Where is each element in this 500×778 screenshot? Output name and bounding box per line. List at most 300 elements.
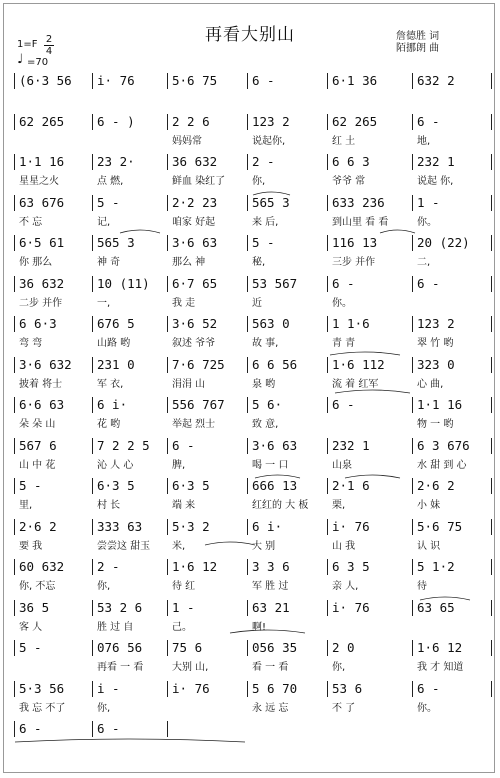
score-system	[0, 273, 500, 313]
measure-lyrics: 近	[252, 297, 262, 309]
time-signature-bottom: 4	[45, 46, 53, 57]
barline	[167, 559, 168, 575]
measure-notes: 6 -	[417, 680, 440, 696]
measure-notes: 2·6 2	[19, 518, 57, 534]
barline	[92, 154, 93, 170]
measure-lyrics: 你。	[417, 702, 437, 714]
barline	[92, 195, 93, 211]
barline	[412, 235, 413, 251]
measure-lyrics: 咱家 好起	[172, 216, 216, 228]
measure-lyrics: 山 我	[332, 540, 356, 552]
measure-notes: 6 i·	[252, 518, 283, 534]
key-signature: 1=F	[17, 39, 38, 50]
barline	[491, 519, 492, 535]
measure-lyrics: 秘,	[252, 257, 266, 268]
barline	[92, 478, 93, 494]
measure-lyrics: 客 人	[19, 621, 43, 633]
barline	[167, 276, 168, 292]
measure-notes: 6 3 5	[332, 559, 370, 574]
measure-notes: 6 -	[417, 275, 440, 291]
barline	[247, 397, 248, 413]
barline	[327, 559, 328, 575]
measure-notes: 63 65	[417, 599, 455, 615]
measure-notes: 5 -	[97, 194, 120, 210]
barline	[327, 397, 328, 413]
measure-lyrics: 朵 朵 山	[19, 419, 56, 430]
measure-notes: 5 -	[19, 640, 42, 655]
barline	[167, 478, 168, 494]
measure-lyrics: 三步 并作	[332, 257, 376, 268]
barline	[491, 114, 492, 130]
song-title: 再看大别山	[205, 25, 295, 45]
measure-lyrics: 来 后,	[252, 216, 279, 228]
measure-lyrics: 你,	[97, 581, 111, 592]
measure-lyrics: 认 识	[417, 540, 441, 552]
barline	[491, 316, 492, 332]
barline	[92, 235, 93, 251]
measure-notes: 5 -	[252, 235, 275, 250]
barline	[14, 681, 15, 697]
barline	[327, 114, 328, 130]
measure-lyrics: 妈妈常	[172, 135, 202, 147]
barline	[14, 73, 15, 89]
barline	[412, 276, 413, 292]
measure-notes: 6 -	[332, 397, 355, 412]
measure-notes: 6 -	[417, 113, 440, 129]
barline	[247, 276, 248, 292]
measure-notes: 5·3 56	[19, 680, 65, 696]
measure-lyrics: 举起 烈士	[172, 419, 216, 430]
score-system	[0, 232, 500, 272]
measure-notes: 5 1·2	[417, 559, 455, 574]
barline	[14, 600, 15, 616]
measure-lyrics: 披着 将士	[19, 378, 63, 390]
measure-notes: 565 3	[97, 235, 135, 250]
barline	[92, 397, 93, 413]
barline	[167, 154, 168, 170]
measure-notes: 1·6 12	[172, 559, 218, 574]
barline	[92, 316, 93, 332]
barline	[247, 357, 248, 373]
barline	[167, 721, 168, 737]
barline	[247, 73, 248, 89]
barline	[327, 73, 328, 89]
barline	[92, 559, 93, 575]
measure-lyrics: 地,	[417, 135, 431, 147]
barline	[14, 640, 15, 656]
measure-notes: 2 2 6	[172, 113, 210, 129]
barline	[92, 357, 93, 373]
barline	[412, 438, 413, 454]
measure-notes: 5 6·	[252, 397, 283, 412]
measure-notes: 20 (22)	[417, 235, 470, 250]
measure-lyrics: 军 衣,	[97, 378, 124, 390]
measure-lyrics: 点 燃,	[97, 176, 124, 187]
barline	[247, 681, 248, 697]
score-system	[0, 637, 500, 677]
measure-notes: i· 76	[332, 599, 370, 615]
barline	[14, 478, 15, 494]
measure-lyrics: 我 才 知道	[417, 662, 464, 673]
measure-lyrics: 大别 山,	[172, 662, 209, 673]
score-system	[0, 354, 500, 394]
barline	[247, 519, 248, 535]
barline	[14, 357, 15, 373]
measure-notes: 63 676	[19, 194, 65, 210]
barline	[491, 154, 492, 170]
measure-lyrics: 记,	[97, 216, 111, 228]
barline	[14, 559, 15, 575]
measure-notes: 232 1	[417, 154, 455, 169]
measure-notes: 6 6 3	[332, 154, 370, 169]
barline	[247, 559, 248, 575]
measure-lyrics: 你,	[97, 702, 111, 714]
measure-lyrics: 你 那么	[19, 257, 53, 268]
measure-notes: 563 0	[252, 316, 290, 331]
barline	[247, 438, 248, 454]
barline	[167, 438, 168, 454]
composer-credit: 陌挪朗 曲	[396, 43, 440, 54]
barline	[167, 73, 168, 89]
measure-notes: 1 -	[172, 599, 195, 615]
measure-notes: 6·3 5	[172, 478, 210, 493]
barline	[412, 559, 413, 575]
barline	[167, 316, 168, 332]
measure-notes: 2 -	[97, 559, 120, 574]
measure-notes: 556 767	[172, 397, 225, 412]
measure-notes: 5·6 75	[172, 73, 218, 88]
measure-notes: 53 2 6	[97, 599, 143, 615]
measure-lyrics: 弯 弯	[19, 338, 43, 349]
measure-notes: 53 567	[252, 275, 298, 291]
measure-lyrics: 鲜血 染红了	[172, 176, 226, 187]
barline	[327, 357, 328, 373]
measure-lyrics: 二,	[417, 257, 431, 268]
measure-notes: 2·1 6	[332, 478, 370, 493]
barline	[92, 600, 93, 616]
measure-notes: 6·5 61	[19, 235, 65, 250]
measure-notes: i -	[97, 680, 120, 696]
measure-notes: 36 632	[172, 154, 218, 169]
barline	[247, 316, 248, 332]
measure-notes: 231 0	[97, 356, 135, 372]
measure-notes: 7·6 725	[172, 356, 225, 372]
measure-lyrics: 水 甜 到 心	[417, 459, 467, 471]
barline	[14, 154, 15, 170]
measure-notes: 633 236	[332, 194, 385, 210]
measure-lyrics: 山泉	[332, 459, 352, 471]
measure-lyrics: 你,	[252, 176, 266, 187]
measure-notes: 7 2 2 5	[97, 437, 150, 453]
barline	[491, 235, 492, 251]
barline	[167, 195, 168, 211]
measure-lyrics: 翠 竹 哟	[417, 338, 454, 349]
measure-notes: 6·3 5	[97, 478, 135, 493]
barline	[14, 397, 15, 413]
measure-notes: 333 63	[97, 518, 143, 534]
measure-notes: 567 6	[19, 437, 57, 453]
barline	[327, 478, 328, 494]
measure-notes: 666 13	[252, 478, 298, 493]
barline	[491, 559, 492, 575]
tempo-marking: =70	[27, 57, 49, 68]
measure-lyrics: 泉 哟	[252, 378, 276, 390]
barline	[247, 235, 248, 251]
barline	[247, 600, 248, 616]
barline	[412, 73, 413, 89]
barline	[247, 640, 248, 656]
measure-notes: 6 -	[332, 275, 355, 291]
measure-notes: i· 76	[172, 680, 210, 696]
score-system	[0, 70, 500, 110]
measure-lyrics: 山路 哟	[97, 338, 131, 349]
measure-lyrics: 里,	[19, 500, 33, 511]
measure-lyrics: 花 哟	[97, 419, 121, 430]
measure-lyrics: 到山里 看 看	[332, 216, 389, 228]
barline	[92, 640, 93, 656]
barline	[167, 519, 168, 535]
measure-notes: 6·1 36	[332, 73, 378, 88]
measure-notes: 1·6 12	[417, 640, 463, 655]
measure-lyrics: 待 红	[172, 581, 196, 592]
measure-notes: 6 -	[252, 73, 275, 88]
measure-lyrics: 说起 你,	[417, 176, 454, 187]
measure-notes: 6 -	[19, 721, 42, 736]
barline	[92, 73, 93, 89]
measure-notes: 6·7 65	[172, 275, 218, 291]
measure-notes: 3·6 63	[172, 235, 218, 250]
barline	[92, 438, 93, 454]
measure-notes: 1·1 16	[417, 397, 463, 412]
barline	[412, 478, 413, 494]
barline	[327, 681, 328, 697]
barline	[327, 600, 328, 616]
measure-lyrics: 山 中 花	[19, 459, 56, 471]
measure-notes: 3·6 632	[19, 356, 72, 372]
measure-lyrics: 要 我	[19, 540, 43, 552]
barline	[412, 357, 413, 373]
measure-lyrics: 青 青	[332, 338, 356, 349]
measure-notes: 632 2	[417, 73, 455, 88]
barline	[167, 114, 168, 130]
measure-lyrics: 尝尝这 甜玉	[97, 540, 151, 552]
measure-lyrics: 喝 一 口	[252, 459, 289, 471]
measure-lyrics: 神 奇	[97, 257, 121, 268]
barline	[491, 276, 492, 292]
measure-lyrics: 再看 一 看	[97, 662, 144, 673]
measure-lyrics: 故 事,	[252, 338, 279, 349]
measure-lyrics: 你,	[332, 662, 346, 673]
measure-lyrics: 心 曲,	[417, 378, 444, 390]
barline	[412, 681, 413, 697]
measure-notes: 1·6 112	[332, 356, 385, 372]
measure-notes: 5 -	[19, 478, 42, 493]
measure-lyrics: 那么 神	[172, 257, 206, 268]
measure-lyrics: 不 忘	[19, 216, 43, 228]
measure-lyrics: 沁 人 心	[97, 459, 134, 471]
measure-lyrics: 星星之火	[19, 176, 59, 187]
score-system	[0, 151, 500, 191]
barline	[14, 519, 15, 535]
barline	[327, 438, 328, 454]
barline	[92, 114, 93, 130]
barline	[412, 195, 413, 211]
measure-lyrics: 红 土	[332, 135, 356, 147]
measure-notes: 123 2	[252, 113, 290, 129]
measure-notes: i· 76	[97, 73, 135, 88]
measure-lyrics: 你。	[417, 216, 437, 228]
score-system	[0, 111, 500, 151]
measure-notes: 6 - )	[97, 113, 135, 129]
barline	[327, 640, 328, 656]
barline	[327, 235, 328, 251]
score-system	[0, 475, 500, 515]
score-system	[0, 516, 500, 556]
barline	[167, 235, 168, 251]
measure-notes: 23 2·	[97, 154, 135, 169]
measure-lyrics: 二步 并作	[19, 297, 63, 309]
score-system	[0, 313, 500, 353]
measure-notes: i· 76	[332, 518, 370, 534]
measure-lyrics: 涓涓 山	[172, 378, 206, 390]
measure-lyrics: 村 长	[97, 500, 121, 511]
score-system	[0, 192, 500, 232]
measure-lyrics: 一,	[97, 297, 111, 309]
measure-notes: 6 3 676	[417, 437, 470, 453]
barline	[491, 438, 492, 454]
measure-lyrics: 脾,	[172, 459, 186, 471]
measure-lyrics: 物 一 哟	[417, 419, 454, 430]
barline	[491, 195, 492, 211]
measure-lyrics: 待	[417, 581, 427, 592]
barline	[412, 154, 413, 170]
measure-lyrics: 看 一 看	[252, 662, 289, 673]
score-system	[0, 556, 500, 596]
barline	[491, 397, 492, 413]
measure-lyrics: 大 别	[252, 540, 276, 552]
barline	[92, 276, 93, 292]
barline	[412, 397, 413, 413]
measure-notes: 6 6·3	[19, 316, 57, 331]
barline	[491, 357, 492, 373]
barline	[14, 114, 15, 130]
barline	[327, 154, 328, 170]
score-system	[0, 678, 500, 718]
score-system	[0, 718, 500, 758]
measure-notes: 5 6 70	[252, 680, 298, 696]
measure-notes: 75 6	[172, 640, 203, 655]
measure-lyrics: 军 胜 过	[252, 581, 289, 592]
measure-notes: 2 0	[332, 640, 355, 655]
measure-lyrics: 啊!	[252, 621, 267, 633]
barline	[247, 114, 248, 130]
measure-lyrics: 不 了	[332, 702, 356, 714]
score-system	[0, 435, 500, 475]
measure-lyrics: 说起你,	[252, 135, 286, 147]
barline	[92, 721, 93, 737]
barline	[247, 478, 248, 494]
measure-notes: 62 265	[19, 113, 65, 129]
barline	[14, 195, 15, 211]
barline	[327, 276, 328, 292]
barline	[14, 235, 15, 251]
quarter-note-icon: ♩	[17, 52, 24, 67]
measure-notes: 3·6 52	[172, 316, 218, 331]
measure-lyrics: 红红的 大 板	[252, 500, 309, 511]
measure-notes: 5·3 2	[172, 518, 210, 534]
barline	[412, 600, 413, 616]
lyricist-credit: 詹德胜 词	[396, 31, 440, 42]
barline	[92, 519, 93, 535]
measure-notes: 123 2	[417, 316, 455, 331]
measure-lyrics: 我 忘 不了	[19, 702, 66, 714]
barline	[167, 357, 168, 373]
barline	[327, 316, 328, 332]
barline	[491, 681, 492, 697]
measure-lyrics: 我 走	[172, 297, 196, 309]
measure-notes: 2·6 2	[417, 478, 455, 493]
measure-notes: 5·6 75	[417, 518, 463, 534]
measure-lyrics: 栗,	[332, 500, 346, 511]
barline	[167, 397, 168, 413]
measure-notes: 3 3 6	[252, 559, 290, 574]
measure-lyrics: 你, 不忘	[19, 581, 56, 592]
measure-notes: 116 13	[332, 235, 378, 250]
score-system	[0, 394, 500, 434]
measure-notes: 3·6 63	[252, 437, 298, 453]
measure-lyrics: 亲 人,	[332, 581, 359, 592]
measure-notes: 056 35	[252, 640, 298, 655]
measure-lyrics: 流 着 红军	[332, 378, 379, 390]
measure-notes: 36 5	[19, 599, 50, 615]
measure-notes: 1·1 16	[19, 154, 65, 169]
barline	[491, 478, 492, 494]
measure-notes: 62 265	[332, 113, 378, 129]
measure-notes: 63 21	[252, 599, 290, 615]
measure-notes: (6·3 56	[19, 73, 72, 88]
measure-lyrics: 致 意,	[252, 419, 279, 430]
measure-notes: 565 3	[252, 194, 290, 210]
barline	[327, 195, 328, 211]
measure-lyrics: 永 远 忘	[252, 702, 289, 714]
barline	[247, 195, 248, 211]
barline	[247, 154, 248, 170]
measure-notes: 6 6 56	[252, 356, 298, 372]
measure-lyrics: 端 来	[172, 500, 196, 511]
time-signature-top: 2	[45, 34, 53, 45]
measure-notes: 323 0	[417, 356, 455, 372]
measure-notes: 6 i·	[97, 397, 128, 412]
measure-lyrics: 爷爷 常	[332, 176, 366, 187]
barline	[14, 721, 15, 737]
measure-lyrics: 叙述 爷爷	[172, 338, 216, 349]
barline	[92, 681, 93, 697]
measure-notes: 6 -	[97, 721, 120, 736]
score-system	[0, 597, 500, 637]
measure-lyrics: 米,	[172, 540, 186, 552]
barline	[412, 114, 413, 130]
barline	[412, 316, 413, 332]
barline	[412, 519, 413, 535]
measure-notes: 2 -	[252, 154, 275, 169]
barline	[167, 640, 168, 656]
barline	[327, 519, 328, 535]
barline	[491, 73, 492, 89]
measure-lyrics: 己。	[172, 621, 192, 633]
barline	[14, 276, 15, 292]
measure-notes: 6 -	[172, 437, 195, 453]
measure-notes: 6·6 63	[19, 397, 65, 412]
